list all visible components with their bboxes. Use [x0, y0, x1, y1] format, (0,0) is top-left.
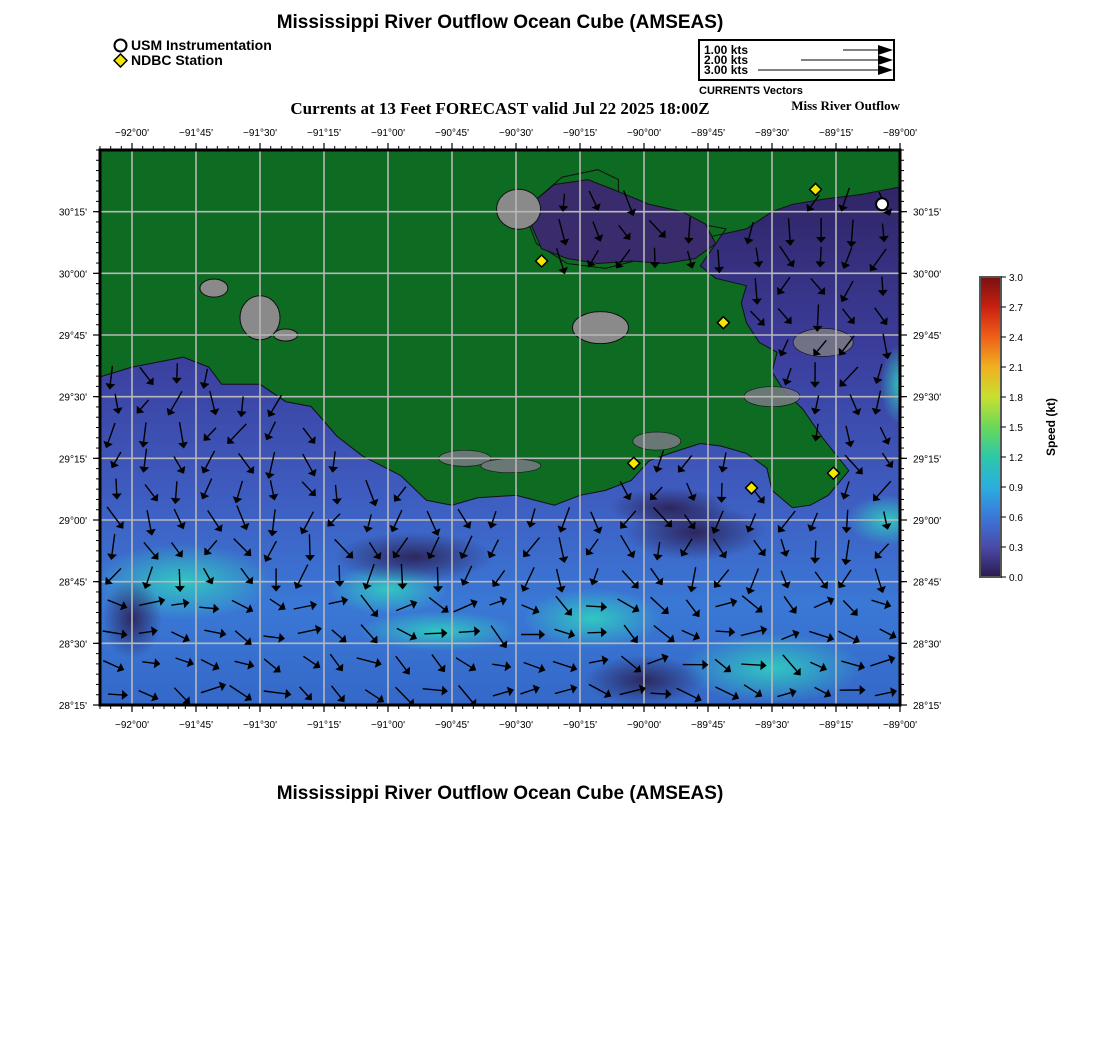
lat-tick-label-left: 29°45'	[58, 331, 87, 342]
lon-tick-label-bottom: −92°00'	[115, 720, 149, 731]
ndbc-legend-label: NDBC Station	[131, 52, 223, 68]
vector-key-label: 3.00 kts	[704, 63, 749, 77]
lon-tick-label-bottom: −89°15'	[819, 720, 853, 731]
lat-tick-label-right: 30°00'	[913, 269, 942, 281]
current-arrow-shaft	[437, 567, 438, 586]
lon-tick-label-top: −90°30'	[499, 128, 533, 139]
current-arrow-shaft	[459, 631, 474, 632]
fast-current-patch	[523, 589, 663, 649]
usm-legend-label: USM Instrumentation	[131, 37, 272, 53]
lon-tick-label-top: −92°00'	[115, 128, 149, 139]
lon-tick-label-top: −89°15'	[819, 128, 853, 139]
forecast-subtitle: Currents at 13 Feet FORECAST valid Jul 22 2025 18:00Z	[290, 99, 710, 118]
current-arrow-shaft	[339, 565, 340, 581]
lon-tick-label-bottom: −89°00'	[883, 720, 917, 731]
lat-tick-label-left: 29°00'	[58, 516, 87, 527]
inland-lake	[200, 279, 228, 297]
lon-tick-label-top: −90°15'	[563, 128, 597, 139]
lon-tick-label-bottom: −91°45'	[179, 720, 213, 731]
current-arrow-shaft	[651, 693, 666, 694]
lat-tick-label-right: 28°45'	[913, 577, 942, 589]
lat-tick-label-right: 30°15'	[913, 207, 942, 219]
page-title: Mississippi River Outflow Ocean Cube (AMSEAS)	[276, 12, 724, 33]
current-arrow-shaft	[818, 305, 819, 326]
current-arrow-shaft	[179, 569, 180, 586]
current-arrow-shaft	[309, 534, 310, 555]
lat-tick-label-right: 29°15'	[913, 454, 942, 466]
colorbar-tick-label: 0.9	[1009, 483, 1023, 494]
lon-tick-label-bottom: −91°00'	[371, 720, 405, 731]
current-arrow-shaft	[815, 541, 816, 558]
current-arrow-shaft	[424, 633, 441, 634]
marsh-patch	[481, 459, 541, 473]
lon-tick-label-top: −90°45'	[435, 128, 469, 139]
lat-tick-label-right: 28°30'	[913, 639, 942, 651]
lon-tick-label-top: −89°45'	[691, 128, 725, 139]
lon-tick-label-top: −91°15'	[307, 128, 341, 139]
lon-tick-label-top: −90°00'	[627, 128, 661, 139]
lon-tick-label-top: −91°30'	[243, 128, 277, 139]
current-arrow-shaft	[108, 694, 122, 695]
colorbar-label: Speed (kt)	[1044, 397, 1058, 457]
lon-tick-label-top: −89°00'	[883, 128, 917, 139]
lon-tick-label-bottom: −90°15'	[563, 720, 597, 731]
current-arrow-shaft	[847, 510, 848, 527]
vector-key-caption: CURRENTS Vectors	[699, 85, 803, 97]
colorbar-tick-label: 2.4	[1009, 333, 1023, 344]
lat-tick-label-right: 29°45'	[913, 331, 942, 342]
inland-lake	[497, 189, 541, 229]
map-area	[93, 150, 927, 707]
lon-tick-label-bottom: −91°30'	[243, 720, 277, 731]
lat-tick-label-right: 29°00'	[913, 516, 942, 527]
marsh-patch	[633, 432, 681, 450]
current-arrow-shaft	[882, 277, 883, 291]
vector-key-label: 1.00 kts	[704, 43, 749, 57]
usm-station-marker	[876, 198, 888, 210]
lat-tick-label-left: 29°30'	[58, 392, 87, 404]
lon-tick-label-bottom: −90°00'	[627, 720, 661, 731]
current-arrow-shaft	[716, 631, 730, 632]
lat-tick-label-left: 30°15'	[58, 207, 87, 219]
colorbar-tick-label: 2.7	[1009, 303, 1023, 314]
current-arrow-shaft	[177, 363, 178, 377]
current-arrow-shaft	[116, 479, 117, 494]
current-arrow-shaft	[586, 606, 601, 607]
lat-tick-label-right: 28°15'	[913, 701, 942, 712]
lat-tick-label-left: 28°30'	[58, 639, 87, 651]
colorbar-tick-label: 0.0	[1009, 573, 1023, 584]
lat-tick-label-left: 29°15'	[58, 454, 87, 466]
inland-lake	[572, 312, 628, 344]
lat-tick-label-left: 28°15'	[58, 701, 87, 712]
current-arrow-shaft	[820, 247, 821, 262]
lon-tick-label-top: −91°45'	[179, 128, 213, 139]
lat-tick-label-left: 30°00'	[58, 269, 87, 281]
lat-tick-label-right: 29°30'	[913, 392, 942, 404]
region-label: Miss River Outflow	[791, 98, 900, 113]
lon-tick-label-bottom: −89°30'	[755, 720, 789, 731]
current-arrow-shaft	[401, 564, 402, 584]
lon-tick-label-bottom: −91°15'	[307, 720, 341, 731]
colorbar-tick-label: 0.3	[1009, 543, 1023, 554]
lon-tick-label-top: −89°30'	[755, 128, 789, 139]
lon-tick-label-top: −91°00'	[371, 128, 405, 139]
lon-tick-label-bottom: −90°45'	[435, 720, 469, 731]
lon-tick-label-bottom: −89°45'	[691, 720, 725, 731]
colorbar-tick-label: 0.6	[1009, 513, 1023, 524]
vector-key-label: 2.00 kts	[704, 53, 749, 67]
speed-colorbar	[980, 277, 1001, 577]
colorbar-tick-label: 3.0	[1009, 273, 1023, 284]
lat-tick-label-left: 28°45'	[58, 577, 87, 589]
colorbar-tick-label: 1.2	[1009, 453, 1023, 464]
colorbar-tick-label: 2.1	[1009, 363, 1023, 374]
colorbar-tick-label: 1.5	[1009, 423, 1023, 434]
colorbar-tick-label: 1.8	[1009, 393, 1023, 404]
lon-tick-label-bottom: −90°30'	[499, 720, 533, 731]
bottom-title: Mississippi River Outflow Ocean Cube (AMSEAS)	[276, 783, 724, 804]
